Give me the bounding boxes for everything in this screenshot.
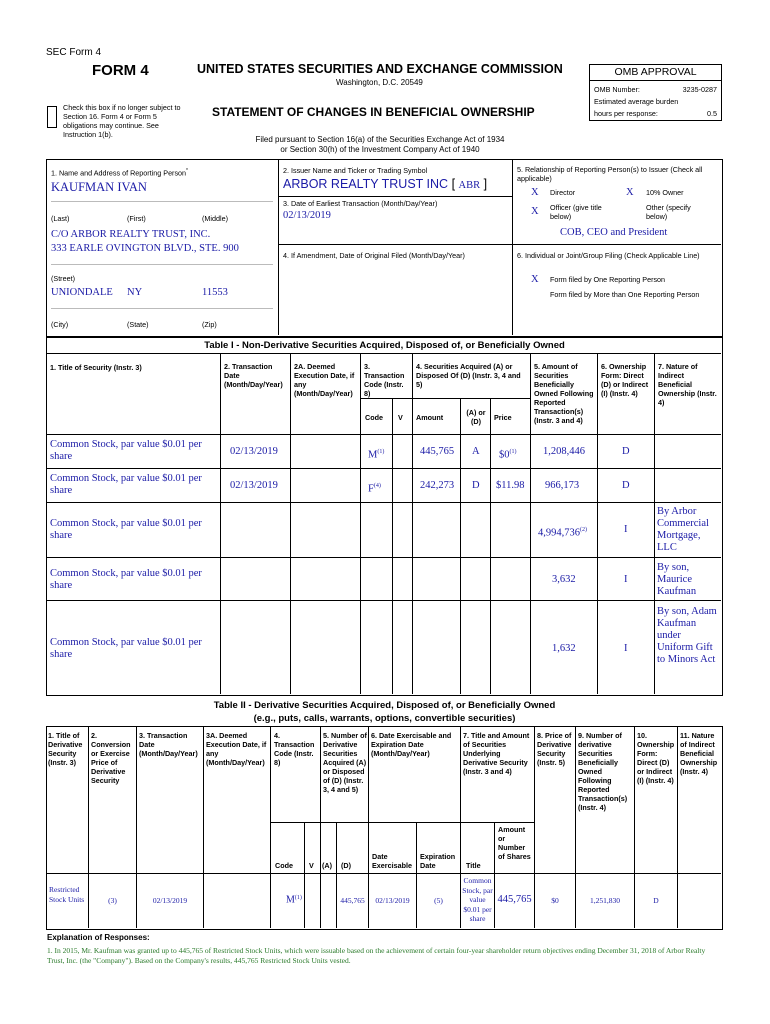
earliest-transaction-label: 3. Date of Earliest Transaction (Month/Day/Year) <box>283 199 438 208</box>
last-label: (Last) <box>51 214 70 223</box>
director-label: Director <box>550 188 576 197</box>
t2-h9: 9. Number of derivative Securities Beneficially Owned Following Reported Transaction(s) (Instr. 4) <box>578 731 628 812</box>
t1-r5-form: I <box>624 643 628 654</box>
zip-value: 11553 <box>202 287 228 298</box>
filed-pursuant-line-2: or Section 30(h) of the Investment Company Act of 1940 <box>280 145 480 154</box>
t2-h7: 7. Title and Amount of Securities Underlying Derivative Security (Instr. 3 and 4) <box>463 731 530 776</box>
t2-h4: 4. Transaction Code (Instr. 8) <box>274 731 315 767</box>
omb-number-label: OMB Number: <box>594 85 640 94</box>
street-label: (Street) <box>51 274 75 283</box>
t2-r1-underlying-title: Common Stock, par value $0.01 per share <box>462 876 493 923</box>
t1-r1-amount: 445,765 <box>420 446 455 457</box>
t1-h-ad-sub: (A) or (D) <box>466 408 486 426</box>
t1-r1-date: 02/13/2019 <box>230 446 278 457</box>
t2-sub-v: V <box>309 861 314 870</box>
t1-r4-nature: By son, Maurice Kaufman <box>657 562 697 597</box>
t2-h10: 10. Ownership Form: Direct (D) or Indirect (I) (Instr. 4) <box>637 731 675 785</box>
zip-label: (Zip) <box>202 320 217 329</box>
t1-r1-owned: 1,208,446 <box>543 446 585 457</box>
t1-h-date: 2. Transaction Date (Month/Day/Year) <box>224 362 283 389</box>
t2-h3a: 3A. Deemed Execution Date, if any (Month/Day/Year) <box>206 731 267 767</box>
ten-percent-owner-check[interactable]: X <box>626 187 634 198</box>
t2-r1-owned: 1,251,830 <box>590 896 620 905</box>
commission-city: Washington, D.C. 20549 <box>336 78 423 87</box>
t1-r3-title: Common Stock, par value $0.01 per share <box>50 518 202 541</box>
t1-r4-owned: 3,632 <box>552 574 576 585</box>
officer-title: COB, CEO and President <box>560 227 668 238</box>
t2-r1-underlying-amount: 445,765 <box>497 894 532 905</box>
issuer-name: ARBOR REALTY TRUST INC [ ABR ] <box>283 177 488 191</box>
t1-r1-code: $M^{(1)}$ <box>368 449 385 461</box>
t2-r1-disposed: 445,765 <box>340 896 365 905</box>
t1-h-nature: 7. Nature of Indirect Beneficial Ownership (Instr. 4) <box>658 362 717 407</box>
issuer-label: 2. Issuer Name and Ticker or Trading Symbol <box>283 166 428 175</box>
t2-h3: 3. Transaction Date (Month/Day/Year) <box>139 731 198 758</box>
t2-h5: 5. Number of Derivative Securities Acquired (A) or Disposed of (D) (Instr. 3, 4 and 5) <box>323 731 367 794</box>
city-label: (City) <box>51 320 69 329</box>
table-1-title: Table I - Non-Derivative Securities Acquired, Disposed of, or Beneficially Owned <box>204 340 565 351</box>
t1-r2-code: $F^{(4)}$ <box>368 483 381 495</box>
middle-label: (Middle) <box>202 214 228 223</box>
earliest-transaction-date: 02/13/2019 <box>283 210 331 221</box>
t2-r1-price: $0 <box>551 896 559 905</box>
amendment-label: 4. If Amendment, Date of Original Filed (Month/Day/Year) <box>283 251 465 260</box>
explanation-label: Explanation of Responses: <box>47 933 150 942</box>
t2-sub-expiration: Expiration Date <box>420 852 456 870</box>
t1-r2-owned: 966,173 <box>545 480 580 491</box>
omb-number: 3235-0287 <box>682 85 717 94</box>
t2-r1-conversion: (3) <box>108 896 117 905</box>
director-check[interactable]: X <box>531 187 539 198</box>
t2-r1-exercisable: 02/13/2019 <box>375 896 410 905</box>
checkbox-instructions: Check this box if no longer subject to Section 16. Form 4 or Form 5 obligations may continue. See Instruction 1(b). <box>63 103 181 139</box>
t1-r2-title: Common Stock, par value $0.01 per share <box>50 473 202 496</box>
t2-sub-exercisable: Date Exercisable <box>372 852 412 870</box>
more-persons-label: Form filed by More than One Reporting Person <box>550 290 700 299</box>
t1-r2-date: 02/13/2019 <box>230 480 278 491</box>
explanation-text: 1. In 2015, Mr. Kaufman was granted up to 445,765 of Restricted Stock Units, which were issuable based on the achievement of certain four-year shareholder return objectives ending December 31, 2018 of Arbor Realty Trust, Inc. (the "Company"). Based on the Company's results, 445,765 Restricted Stock Units vested. <box>47 946 706 965</box>
form-title: FORM 4 <box>92 62 149 79</box>
t2-h11: 11. Nature of Indirect Beneficial Ownership (Instr. 4) <box>680 731 718 776</box>
omb-burden-label: Estimated average burden <box>594 97 679 106</box>
other-label: Other (specify below) <box>646 203 691 221</box>
t2-sub-code: Code <box>275 861 293 870</box>
one-person-check[interactable]: X <box>531 274 539 285</box>
t1-h-form: 6. Ownership Form: Direct (D) or Indirect (I) (Instr. 4) <box>601 362 649 398</box>
t1-h-title: 1. Title of Security (Instr. 3) <box>50 363 142 372</box>
t2-h8: 8. Price of Derivative Security (Instr. 5) <box>537 731 572 767</box>
t1-h-amount-sub: Amount <box>416 413 444 422</box>
t1-h-deemed: 2A. Deemed Execution Date, if any (Month/Day/Year) <box>294 362 355 398</box>
t1-r4-form: I <box>624 574 628 585</box>
omb-approval-box <box>589 64 722 121</box>
t2-r1-form: D <box>653 896 659 905</box>
t1-r5-nature: By son, Adam Kaufman under Uniform Gift to Minors Act <box>657 606 717 665</box>
t2-sub-a: (A) <box>322 861 332 870</box>
t1-r2-ad: D <box>472 480 480 491</box>
t1-r1-price: $0$^{(1)}$ <box>499 449 517 461</box>
t1-r2-form: D <box>622 480 630 491</box>
relationship-label: 5. Relationship of Reporting Person(s) to Issuer (Check all applicable) <box>517 165 703 183</box>
t1-h-code-sub: Code <box>365 413 383 422</box>
statement-title: STATEMENT OF CHANGES IN BENEFICIAL OWNERSHIP <box>212 105 535 119</box>
t1-h-code: 3. Transaction Code (Instr. 8) <box>364 362 405 398</box>
omb-title: OMB APPROVAL <box>590 65 721 81</box>
t1-r5-title: Common Stock, par value $0.01 per share <box>50 637 202 660</box>
t2-r1-date: 02/13/2019 <box>152 896 188 905</box>
t1-h-v-sub: V <box>398 413 403 422</box>
t2-sub-shares: Amount or Number of Shares <box>498 825 531 861</box>
officer-check[interactable]: X <box>531 206 539 217</box>
filing-type-label: 6. Individual or Joint/Group Filing (Check Applicable Line) <box>517 251 700 260</box>
commission-title: UNITED STATES SECURITIES AND EXCHANGE COMMISSION <box>197 62 563 76</box>
omb-hours: 0.5 <box>707 109 717 118</box>
no-longer-subject-checkbox[interactable] <box>47 106 57 128</box>
city-value: UNIONDALE <box>51 287 113 298</box>
t1-r2-price: $11.98 <box>496 480 525 491</box>
sec-form-label: SEC Form 4 <box>46 47 102 58</box>
t1-h-price-sub: Price <box>494 413 512 422</box>
state-label: (State) <box>127 320 149 329</box>
t2-r1-title: Restricted Stock Units <box>49 885 85 904</box>
reporting-person-label: 1. Name and Address of Reporting Person* <box>51 168 188 178</box>
t1-r3-owned: 4,994,736$^{(2)}$ <box>538 527 587 539</box>
state-value: NY <box>127 287 143 298</box>
table-2-title-1: Table II - Derivative Securities Acquired, Disposed of, or Beneficially Owned <box>213 700 556 711</box>
ten-percent-owner-label: 10% Owner <box>646 188 684 197</box>
address-line-1: C/O ARBOR REALTY TRUST, INC. <box>51 229 211 240</box>
t2-h6: 6. Date Exercisable and Expiration Date (Month/Day/Year) <box>371 731 452 758</box>
t2-sub-title: Title <box>466 861 481 870</box>
t1-r1-ad: A <box>472 446 480 457</box>
address-line-2: 333 EARLE OVINGTON BLVD., STE. 900 <box>51 243 239 254</box>
t2-sub-d: (D) <box>341 861 351 870</box>
reporting-person-name: KAUFMAN IVAN <box>51 180 147 194</box>
t2-r1-code: $M^{(1)}$ <box>286 894 302 906</box>
t2-h1: 1. Title of Derivative Security (Instr. 3) <box>48 731 83 767</box>
t1-r2-amount: 242,273 <box>420 480 455 491</box>
t2-h2: 2. Conversion or Exercise Price of Derivative Security <box>91 731 131 785</box>
table-2-title-2: (e.g., puts, calls, warrants, options, convertible securities) <box>253 713 516 724</box>
t1-r4-title: Common Stock, par value $0.01 per share <box>50 568 202 591</box>
officer-label: Officer (give title below) <box>550 203 602 221</box>
first-label: (First) <box>127 214 146 223</box>
t1-r1-form: D <box>622 446 630 457</box>
t1-r5-owned: 1,632 <box>552 643 576 654</box>
omb-hours-label: hours per response: <box>594 109 658 118</box>
one-person-label: Form filed by One Reporting Person <box>550 275 666 284</box>
t2-r1-expiration: (5) <box>434 896 443 905</box>
t1-r3-nature: By Arbor Commercial Mortgage, LLC <box>657 506 709 553</box>
t1-h-acquired: 4. Securities Acquired (A) or Disposed Of (D) (Instr. 3, 4 and 5) <box>416 362 521 389</box>
t1-r3-form: I <box>624 524 628 535</box>
t1-h-owned: 5. Amount of Securities Beneficially Owned Following Reported Transaction(s) (Instr. 3 and 4) <box>534 362 594 425</box>
filed-pursuant-line-1: Filed pursuant to Section 16(a) of the Securities Exchange Act of 1934 <box>255 135 505 144</box>
t1-r1-title: Common Stock, par value $0.01 per share <box>50 439 202 462</box>
